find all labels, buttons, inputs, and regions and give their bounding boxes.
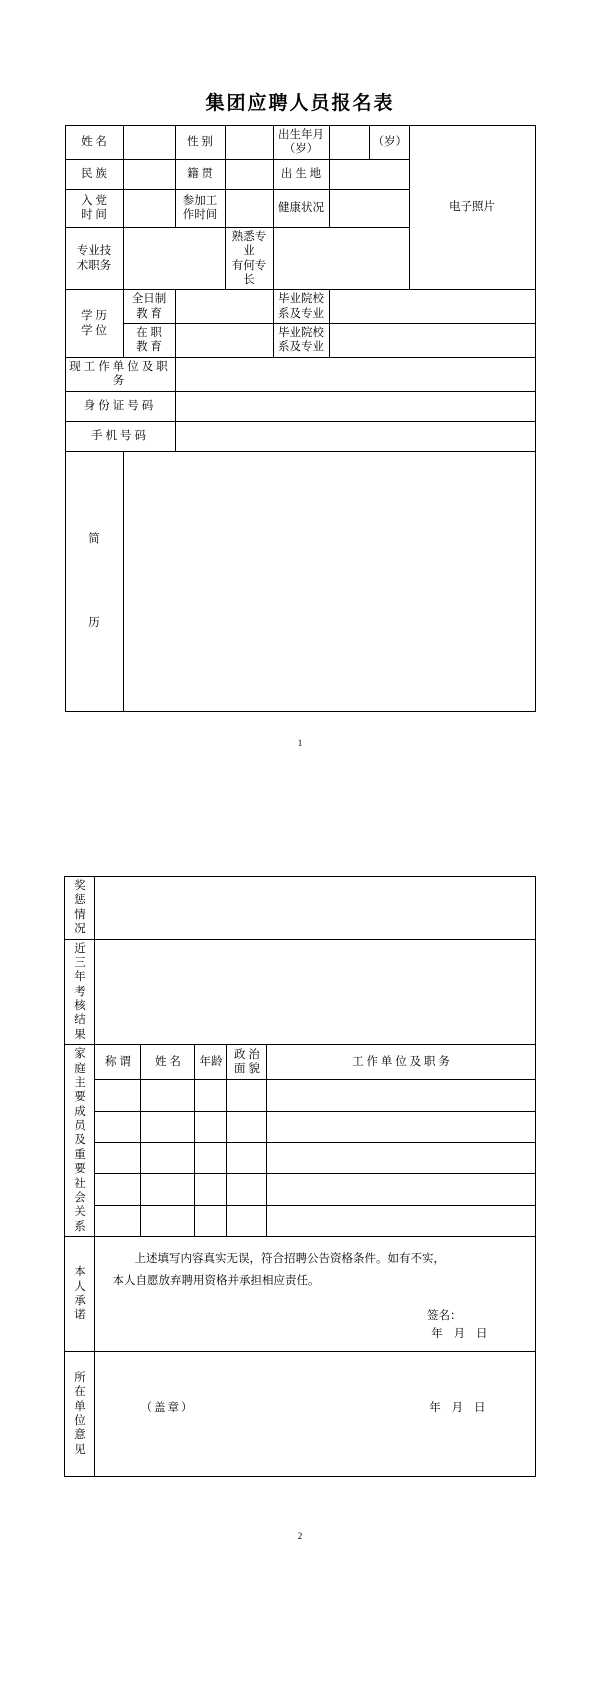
promise-cell (95, 1237, 535, 1352)
page-2 (0, 848, 600, 1697)
page-number-1: 1 (297, 737, 303, 748)
label-awards-c3: 情 (74, 908, 86, 921)
unit-opinion-date-label[interactable]: 年 月 日 (429, 1401, 490, 1414)
family-name-5[interactable] (141, 1205, 195, 1236)
label-family-c9: 要 (74, 1163, 86, 1176)
family-name-2[interactable] (141, 1111, 195, 1142)
label-tech-title-l1: 专业技 (76, 245, 112, 258)
family-relation-2[interactable] (95, 1111, 141, 1142)
label-fulltime-edu (123, 290, 175, 324)
family-age-5[interactable] (195, 1205, 227, 1236)
family-relation-4[interactable] (95, 1174, 141, 1205)
label-family-relations (65, 1045, 95, 1237)
label-party-join-time-l2: 时 间 (81, 209, 107, 222)
label-unit-opinion-c4: 位 (74, 1415, 86, 1427)
label-party-join-time-l1: 入 党 (81, 194, 107, 207)
label-work-start-time-l1: 参加工 (182, 194, 218, 207)
family-header-political-l1: 政 治 (234, 1048, 260, 1061)
family-age-4[interactable] (195, 1174, 227, 1205)
table-row (65, 1352, 535, 1477)
label-unit-opinion-c6: 见 (74, 1443, 86, 1456)
family-header-name: 姓 名 (141, 1045, 195, 1080)
table-row (65, 1174, 535, 1205)
label-onjob-edu-l1: 在 职 (136, 327, 162, 339)
label-party-join-time (65, 189, 123, 227)
family-age-2[interactable] (195, 1111, 227, 1142)
page-title: 集团应聘人员报名表 (205, 93, 395, 114)
family-name-4[interactable] (141, 1174, 195, 1205)
table-row (65, 421, 535, 451)
label-birthplace: 出 生 地 (273, 159, 329, 189)
label-family-c10: 社 (74, 1177, 86, 1190)
family-header-workunit: 工 作 单 位 及 职 务 (267, 1045, 535, 1080)
table-row (65, 1237, 535, 1352)
label-id-number: 身份证号码 (65, 391, 175, 421)
table-row (65, 126, 535, 160)
label-gender: 性 别 (175, 126, 225, 160)
unit-opinion-cell[interactable] (95, 1352, 535, 1477)
photo-placeholder[interactable]: 电子照片 (409, 126, 535, 290)
page-number-2: 2 (297, 1531, 303, 1541)
label-specialty-l1: 熟悉专业 (231, 230, 267, 258)
field-fulltime-edu[interactable] (175, 290, 273, 324)
table-row (65, 1205, 535, 1236)
promise-line-2: 本人自愿放弃聘用资格并承担相应责任。 (112, 1274, 320, 1287)
applicant-detail-table (64, 876, 535, 1477)
family-relation-1[interactable] (95, 1080, 141, 1111)
table-row (65, 391, 535, 421)
table-row (65, 1080, 535, 1111)
family-name-3[interactable] (141, 1142, 195, 1173)
family-age-3[interactable] (195, 1142, 227, 1173)
label-awards-c4: 况 (74, 923, 86, 936)
label-awards (65, 877, 95, 940)
label-edu-degree-l1: 学 历 (81, 310, 107, 323)
label-work-start-time-l2: 作时间 (182, 209, 218, 222)
family-name-1[interactable] (141, 1080, 195, 1111)
field-id-number[interactable] (175, 391, 535, 421)
label-unit-opinion-c5: 意 (74, 1429, 86, 1442)
field-party-join-time[interactable] (123, 189, 175, 227)
field-tech-title[interactable] (123, 227, 225, 290)
field-gender[interactable] (225, 126, 273, 160)
label-review3y-c4: 考 (74, 985, 86, 998)
table-row (65, 290, 535, 324)
promise-line-1: 上述填写内容真实无误，符合招聘公告资格条件。如有不实， (134, 1253, 445, 1265)
label-family-c3: 主 (74, 1076, 86, 1089)
field-work-start-time[interactable] (225, 189, 273, 227)
field-native-place[interactable] (225, 159, 273, 189)
label-onjob-edu (123, 324, 175, 358)
label-edu-degree (65, 290, 123, 358)
label-edu-degree-l2: 学 位 (81, 324, 107, 337)
family-workunit-5[interactable] (267, 1205, 535, 1236)
label-school-major-b-l1: 毕业院校 (278, 327, 324, 339)
family-workunit-4[interactable] (267, 1174, 535, 1205)
family-workunit-2[interactable] (267, 1111, 535, 1142)
family-relation-3[interactable] (95, 1142, 141, 1173)
label-promise-c3: 承 (74, 1295, 86, 1307)
family-header-political (227, 1045, 267, 1080)
family-relation-5[interactable] (95, 1205, 141, 1236)
label-family-c4: 要 (74, 1091, 86, 1104)
label-current-work-unit: 现工作单位及职务 (65, 357, 175, 391)
label-family-c1: 家 (74, 1048, 86, 1061)
label-name: 姓 名 (65, 126, 123, 160)
table-row (65, 1111, 535, 1142)
family-political-1[interactable] (227, 1080, 267, 1111)
field-awards[interactable] (95, 877, 535, 940)
family-workunit-1[interactable] (267, 1080, 535, 1111)
field-onjob-school[interactable] (329, 324, 535, 358)
label-review3y (65, 939, 95, 1045)
signature-label[interactable]: 签名： (427, 1309, 462, 1322)
table-row (65, 1142, 535, 1173)
field-review3y[interactable] (95, 939, 535, 1045)
label-unit-opinion-c1: 所 (74, 1371, 86, 1384)
label-fulltime-edu-l1: 全日制 (131, 293, 167, 306)
label-family-c8: 重 (74, 1148, 86, 1161)
field-mobile-number[interactable] (175, 421, 535, 451)
label-biography (65, 451, 123, 711)
promise-text (98, 1239, 531, 1299)
field-health[interactable] (329, 189, 409, 227)
family-header-age (195, 1045, 227, 1080)
label-promise-c2: 人 (74, 1280, 86, 1293)
family-header-relation: 称 谓 (95, 1045, 141, 1080)
table-row (65, 939, 535, 1045)
table-row (65, 1045, 535, 1080)
label-tech-title (65, 227, 123, 290)
label-birth-ym-text: 出生年月 (278, 129, 324, 141)
field-fulltime-school[interactable] (329, 290, 535, 324)
label-school-major-a-l2: 系及专业 (278, 307, 324, 320)
label-unit-opinion-c3: 单 (74, 1400, 86, 1413)
label-unit-opinion (65, 1352, 95, 1477)
family-political-4[interactable] (227, 1174, 267, 1205)
family-political-2[interactable] (227, 1111, 267, 1142)
label-review3y-c5: 核 (74, 1000, 86, 1012)
label-school-major-b (273, 324, 329, 358)
label-family-c5: 成 (74, 1105, 86, 1118)
label-specialty-l2: 有何专长 (231, 259, 267, 286)
label-family-c13: 系 (74, 1220, 86, 1233)
applicant-info-table (65, 125, 536, 712)
label-review3y-c2: 三 (74, 956, 86, 969)
table-row (65, 451, 535, 711)
field-ethnicity[interactable] (123, 159, 175, 189)
label-promise-c1: 本 (74, 1266, 86, 1279)
label-review3y-c6: 结 (74, 1014, 86, 1027)
unit-opinion-footer (98, 1401, 531, 1427)
label-health: 健康状况 (273, 189, 329, 227)
label-work-start-time (175, 189, 225, 227)
field-onjob-edu[interactable] (175, 324, 273, 358)
label-birth-ym-unit: （岁） (283, 143, 319, 156)
label-family-c6: 员 (74, 1120, 86, 1132)
label-birth-ym (273, 126, 329, 160)
promise-date-label[interactable]: 年 月 日 (431, 1328, 492, 1341)
label-fulltime-edu-l2: 教 育 (136, 307, 162, 320)
label-family-c7: 及 (74, 1134, 86, 1147)
label-review3y-c1: 近 (74, 942, 86, 955)
table-row (65, 324, 535, 358)
label-native-place: 籍 贯 (175, 159, 225, 189)
label-biography-l1: 简 (88, 532, 100, 545)
family-workunit-3[interactable] (267, 1142, 535, 1173)
stamp-label: （盖章） (140, 1401, 195, 1414)
label-school-major-b-l2: 系及专业 (278, 341, 324, 354)
field-biography[interactable] (123, 451, 535, 711)
field-birthplace[interactable] (329, 159, 409, 189)
label-family-c12: 关 (74, 1206, 86, 1219)
family-political-5[interactable] (227, 1205, 267, 1236)
label-school-major-a-l1: 毕业院校 (278, 293, 324, 306)
label-biography-l2: 历 (88, 617, 100, 629)
label-mobile-number: 手机号码 (65, 421, 175, 451)
field-birth-ym[interactable] (329, 126, 369, 160)
label-ethnicity: 民 族 (65, 159, 123, 189)
label-awards-c2: 惩 (74, 894, 86, 907)
field-current-work-unit[interactable] (175, 357, 535, 391)
field-name[interactable] (123, 126, 175, 160)
family-header-political-l2: 面 貌 (234, 1063, 260, 1076)
label-review3y-c3: 年 (74, 971, 86, 984)
label-promise (65, 1237, 95, 1352)
table-row (65, 877, 535, 940)
label-family-c11: 会 (74, 1191, 86, 1204)
family-header-age-text: 年龄 (199, 1056, 223, 1069)
label-tech-title-l2: 术职务 (76, 259, 112, 272)
label-birth-age-unit: （岁） (369, 126, 409, 160)
label-onjob-edu-l2: 教 育 (136, 341, 162, 354)
field-specialty[interactable] (273, 227, 409, 290)
family-political-3[interactable] (227, 1142, 267, 1173)
family-age-1[interactable] (195, 1080, 227, 1111)
label-awards-c1: 奖 (74, 880, 86, 892)
label-specialty (225, 227, 273, 290)
label-unit-opinion-c2: 在 (74, 1386, 86, 1399)
label-promise-c4: 诺 (74, 1309, 86, 1322)
page-1 (0, 0, 600, 848)
label-family-c2: 庭 (74, 1062, 86, 1075)
label-school-major-a (273, 290, 329, 324)
table-row (65, 357, 535, 391)
label-review3y-c7: 果 (74, 1028, 86, 1041)
